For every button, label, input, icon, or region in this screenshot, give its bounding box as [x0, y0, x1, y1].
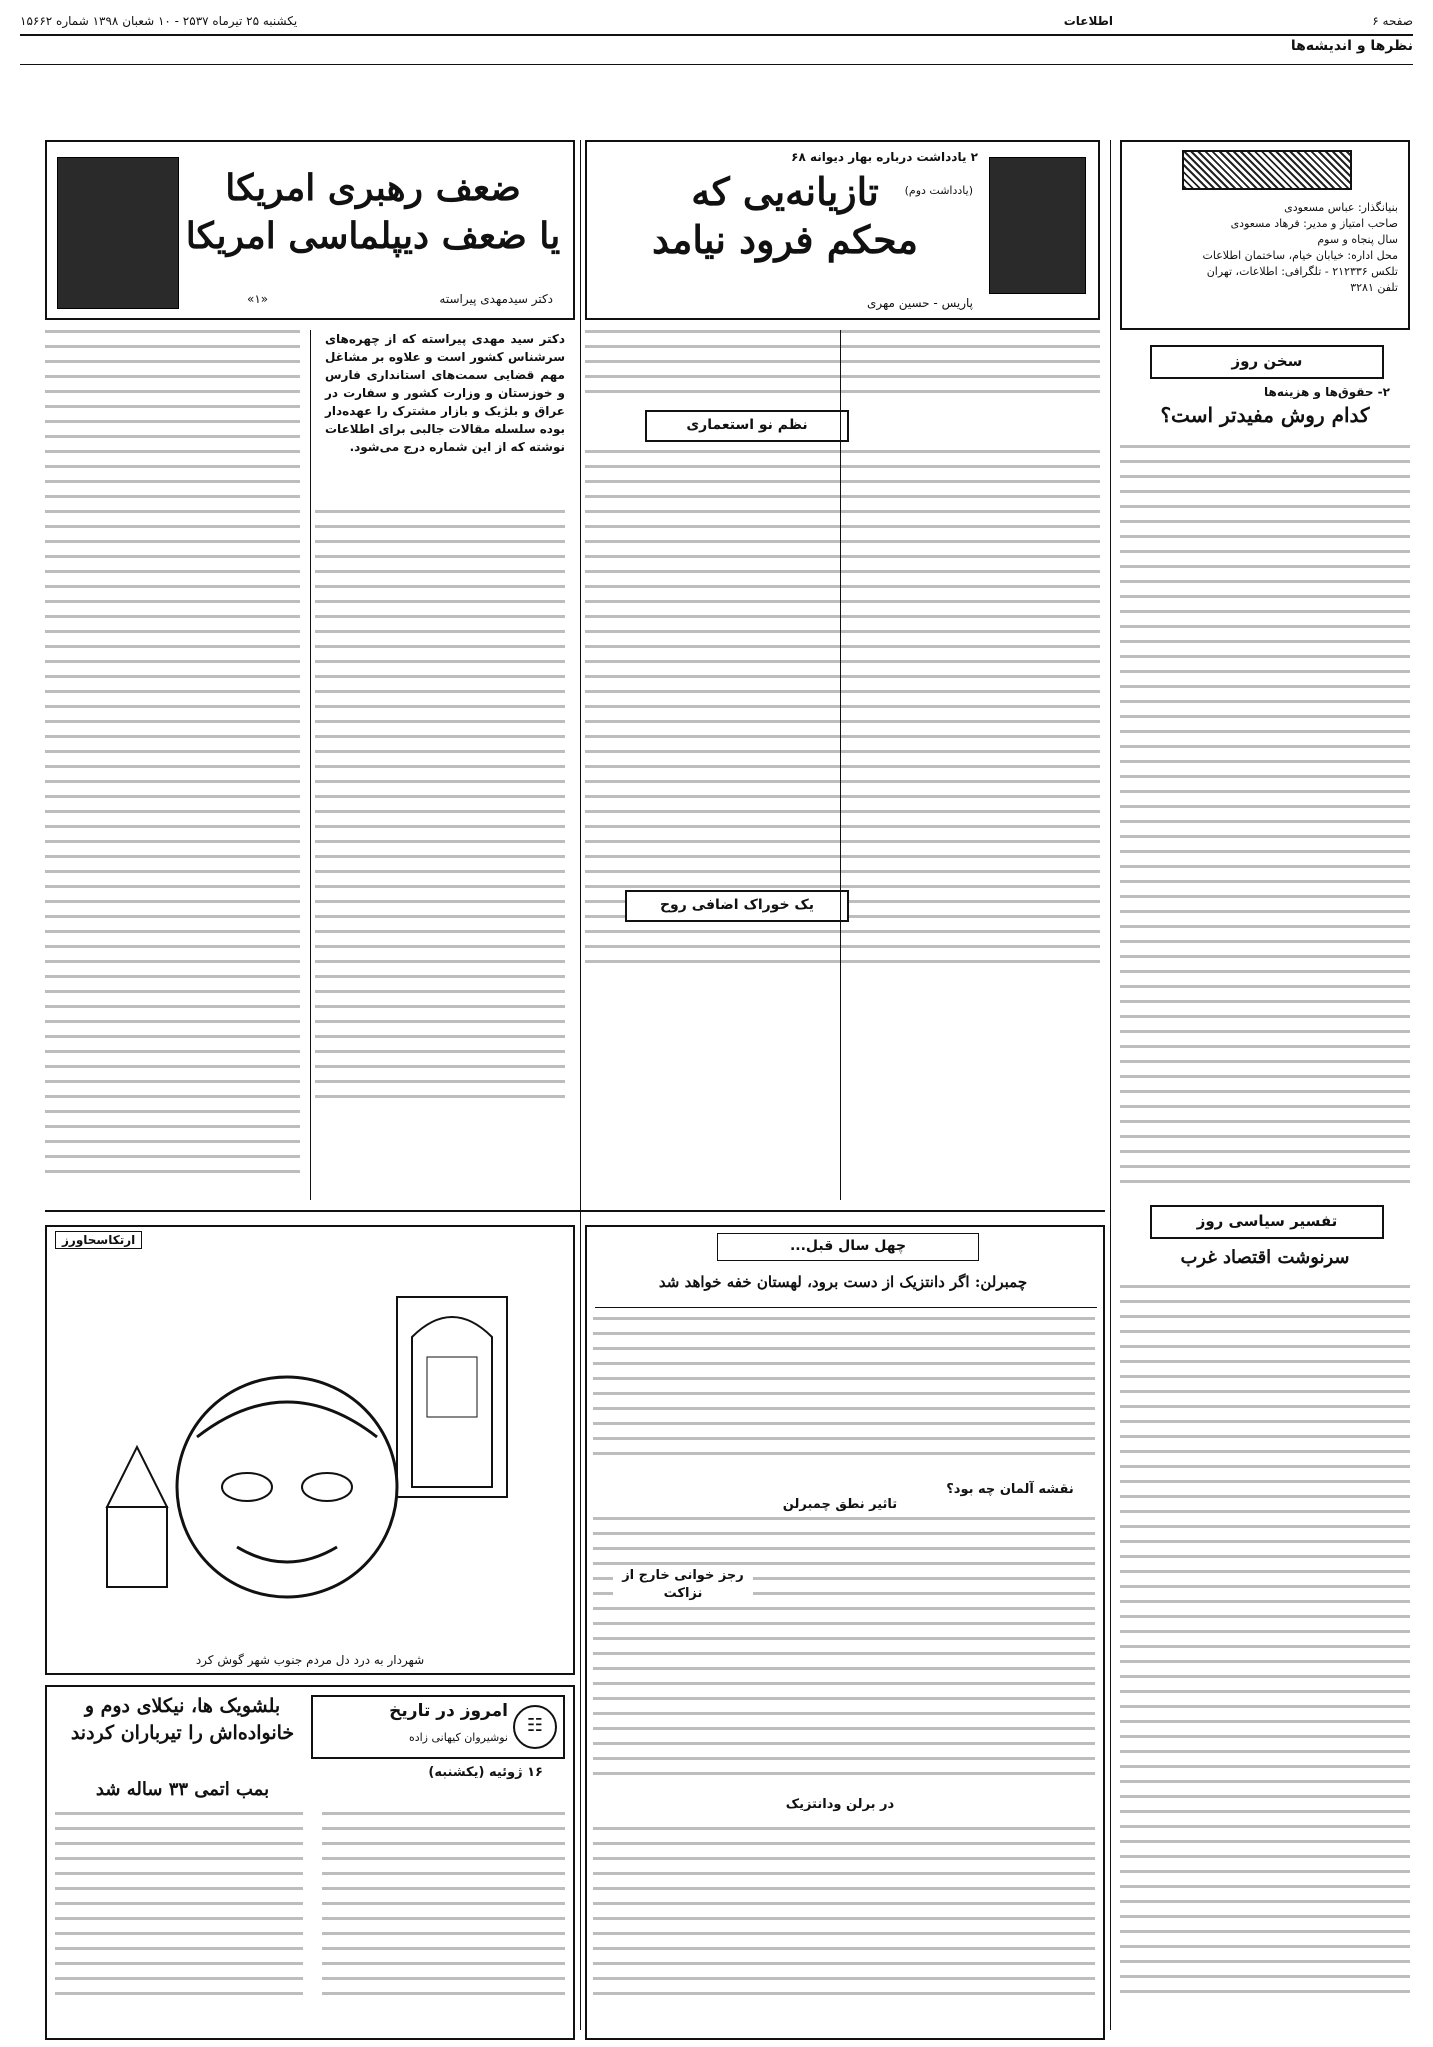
- page-number: صفحه ۶: [1372, 14, 1413, 28]
- sokhan-rooz-title: سخن روز: [1150, 345, 1384, 379]
- tafsir-headline: سرنوشت اقتصاد غرب: [1180, 1247, 1350, 1268]
- whip-subhead-2: یک خوراک اضافی روح: [625, 890, 849, 922]
- whip-subhead-1: نظم نو استعماری: [645, 410, 849, 442]
- tafsir-column: [1120, 1205, 1410, 2035]
- history-headline: بلشویک ها، نیکلای دوم و خانواده‌اش را تیرباران کردند: [70, 1695, 295, 1744]
- author-photo-2: [57, 157, 179, 309]
- phone-line: تلفن ۳۲۸۱: [1350, 281, 1398, 294]
- founder-line: بنیانگذار: عباس مسعودی: [1284, 201, 1398, 214]
- sokhan-rooz-headline: کدام روش مفیدتر است؟: [1160, 403, 1370, 427]
- author-photo: [989, 157, 1086, 294]
- history-box: [45, 1685, 575, 2040]
- section-title: نظرها و اندیشه‌ها: [1290, 38, 1413, 54]
- whip-body: [585, 330, 1100, 1200]
- leadership-title: ضعف رهبری امریکا یا ضعف دیپلماسی امریکا: [185, 167, 561, 257]
- whip-title: تازیانه‌یی که محکم فرود نیامد: [652, 169, 918, 262]
- cartoon-caption: شهردار به درد دل مردم جنوب شهر گوش کرد: [195, 1653, 425, 1667]
- history-headline-2: بمب اتمی ۳۳ ساله شد: [95, 1779, 270, 1800]
- sokhan-rooz-column: [1120, 345, 1410, 1200]
- leadership-part: «۱»: [247, 292, 269, 306]
- leadership-author: دکتر سیدمهدی پیراسته: [439, 292, 553, 306]
- forty-years-banner: چهل سال قبل...: [717, 1233, 979, 1261]
- history-badge: [311, 1695, 565, 1759]
- leadership-lead: دکتر سید مهدی پیراسته که از چهره‌های سرشناس کشور است و علاوه بر مشاغل مهم قضایی سمت‌های استانداری فارس و خوزستان و وزارت کشور و سفارت در عراق و بلژیک و بازار مشترک را عهده‌دار بوده سلسله مقالات جالبی برای اطلاعات نوشته که از این شماره درج می‌شود.: [325, 332, 565, 454]
- masthead-box: [1120, 140, 1410, 330]
- whip-header-box: [585, 140, 1100, 320]
- year-line: سال پنجاه و سوم: [1317, 233, 1398, 246]
- leadership-header-box: [45, 140, 575, 320]
- calendar-icon: ☷: [513, 1705, 557, 1749]
- forty-sub-3: رجز خوانی خارج از نزاکت: [613, 1567, 753, 1603]
- cartoon-artist: ارتکاسحاورز: [55, 1231, 142, 1249]
- whip-note: (یادداشت دوم): [904, 184, 973, 197]
- issue-line: یکشنبه ۲۵ تیرماه ۲۵۳۷ - ۱۰ شعبان ۱۳۹۸ شماره ۱۵۶۶۲: [20, 14, 298, 28]
- telex-line: تلکس ۲۱۲۳۳۶ - تلگرافی: اطلاعات، تهران: [1206, 265, 1398, 278]
- forty-years-headline: چمبرلن: اگر دانتزیک از دست برود، لهستان خفه خواهد شد: [658, 1273, 1028, 1291]
- history-badge-title: امروز در تاریخ: [389, 1701, 508, 1721]
- forty-years-box: [585, 1225, 1105, 2040]
- forty-sub-2: تاثیر نطق چمبرلن: [765, 1497, 915, 1512]
- tafsir-body: [1120, 1285, 1410, 2025]
- forty-sub-4: در برلن ودانتزیک: [765, 1797, 915, 1812]
- office-line: محل اداره: خیابان خیام، ساختمان اطلاعات: [1202, 249, 1398, 262]
- tafsir-title: تفسیر سیاسی روز: [1150, 1205, 1384, 1239]
- sokhan-rooz-body: [1120, 445, 1410, 1195]
- cartoon-illustration: [67, 1257, 557, 1627]
- owner-line: صاحب امتیاز و مدیر: فرهاد مسعودی: [1230, 217, 1398, 230]
- history-badge-author: نوشیروان کیهانی زاده: [408, 1731, 508, 1744]
- forty-sub-1: نقشه آلمان چه بود؟: [935, 1482, 1085, 1497]
- paper-logo: [1182, 150, 1352, 190]
- paper-name: اطلاعات: [1063, 14, 1113, 28]
- sokhan-rooz-kicker: ۲- حقوق‌ها و هزینه‌ها: [1264, 385, 1390, 399]
- cartoon-box: [45, 1225, 575, 1675]
- whip-author: پاریس - حسین مهری: [866, 296, 973, 310]
- history-date: ۱۶ ژوئیه (یکشنبه): [428, 1765, 543, 1780]
- page-header: [20, 12, 1413, 34]
- whip-supertitle: ۲ یادداشت درباره بهار دیوانه ۶۸: [791, 150, 978, 164]
